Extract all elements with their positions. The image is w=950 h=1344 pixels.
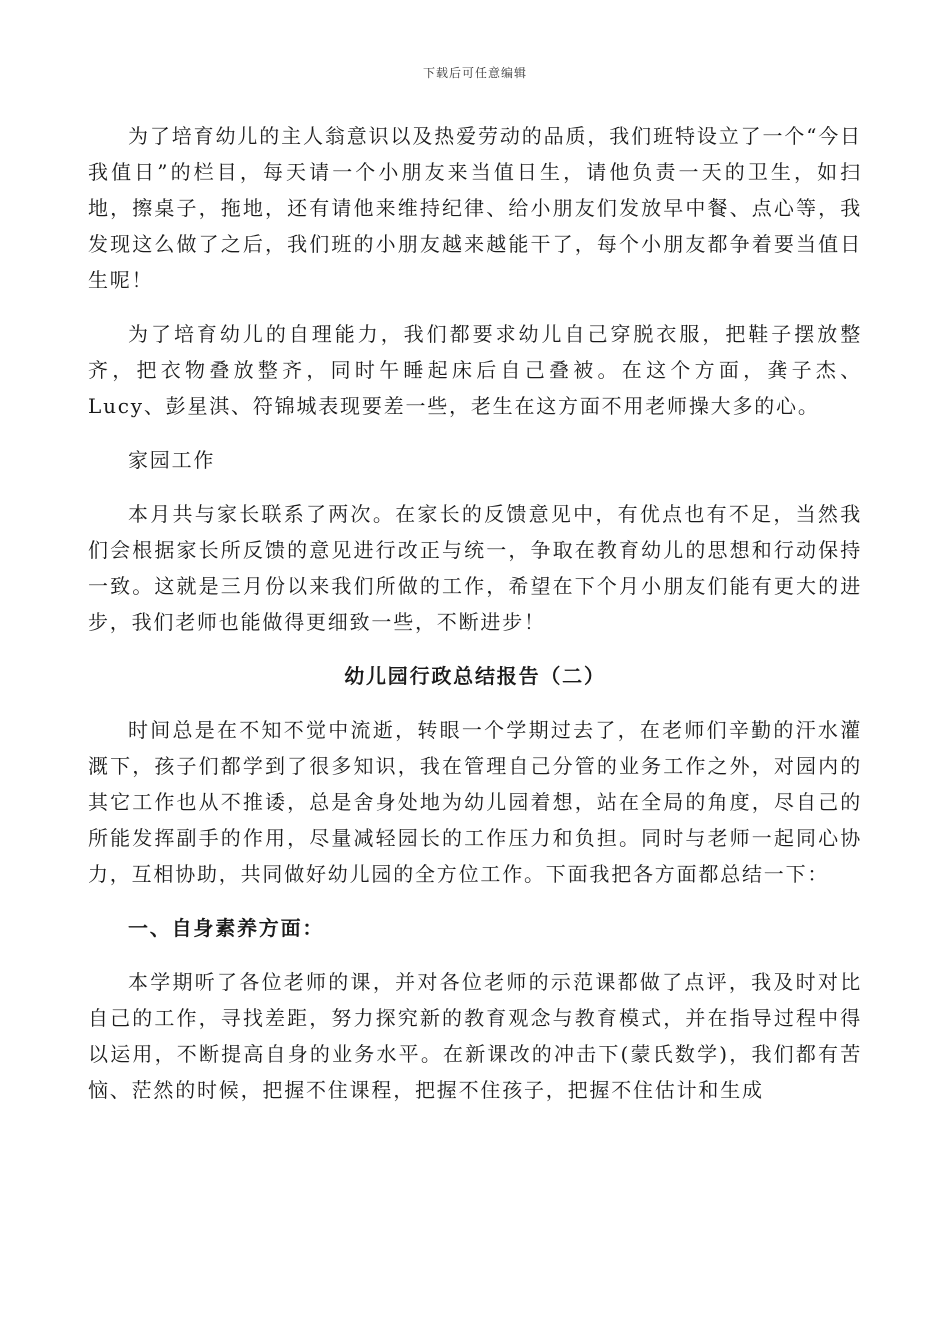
paragraph-lesson-review: 本学期听了各位老师的课，并对各位老师的示范课都做了点评，我及时对比自己的工作，寻找差距，努力探究新的教育观念与教育模式，并在指导过程中得以运用，不断提高自身的业务水平。在新课改的冲击下(蒙氏数学)，我们都有苦恼、茫然的时候，把握不住课程，把握不住孩子，把握不住估计和生成 <box>88 970 862 1102</box>
paragraph-semester-intro: 时间总是在不知不觉中流逝，转眼一个学期过去了，在老师们辛勤的汗水灌溉下，孩子们都学到了很多知识，我在管理自己分管的业务工作之外，对园内的其它工作也从不推诿，总是舍身处地为幼儿园着想，站在全局的角度，尽自己的所能发挥副手的作用，尽量减轻园长的工作压力和负担。同时与老师一起同心协力，互相协助，共同做好幼儿园的全方位工作。下面我把各方面都总结一下： <box>88 718 862 886</box>
report-title: 幼儿园行政总结报告（二） <box>344 664 606 688</box>
paragraph-self-care: 为了培育幼儿的自理能力，我们都要求幼儿自己穿脱衣服，把鞋子摆放整齐，把衣物叠放整齐，同时午睡起床后自己叠被。在这个方面，龚子杰、Lucy、彭星淇、符锦城表现要差一些，老生在这方面不用老师操大多的心。 <box>88 322 862 418</box>
paragraph-parent-contact: 本月共与家长联系了两次。在家长的反馈意见中，有优点也有不足，当然我们会根据家长所反馈的意见进行改正与统一，争取在教育幼儿的思想和行动保持一致。这就是三月份以来我们所做的工作，希望在下个月小朋友们能有更大的进步，我们老师也能做得更细致一些，不断进步！ <box>88 502 862 634</box>
page-header: 下载后可任意编辑 <box>422 66 527 80</box>
section-heading-self-quality: 一、自身素养方面： <box>128 916 325 940</box>
section-label-home-school: 家园工作 <box>128 448 216 472</box>
paragraph-duty-student: 为了培育幼儿的主人翁意识以及热爱劳动的品质，我们班特设立了一个“今日我值日”的栏目，每天请一个小朋友来当值日生，请他负责一天的卫生，如扫地，擦桌子，拖地，还有请他来维持纪律、给小朋友们发放早中餐、点心等，我发现这么做了之后，我们班的小朋友越来越能干了，每个小朋友都争着要当值日生呢！ <box>88 124 862 292</box>
document-body <box>88 118 862 1126</box>
